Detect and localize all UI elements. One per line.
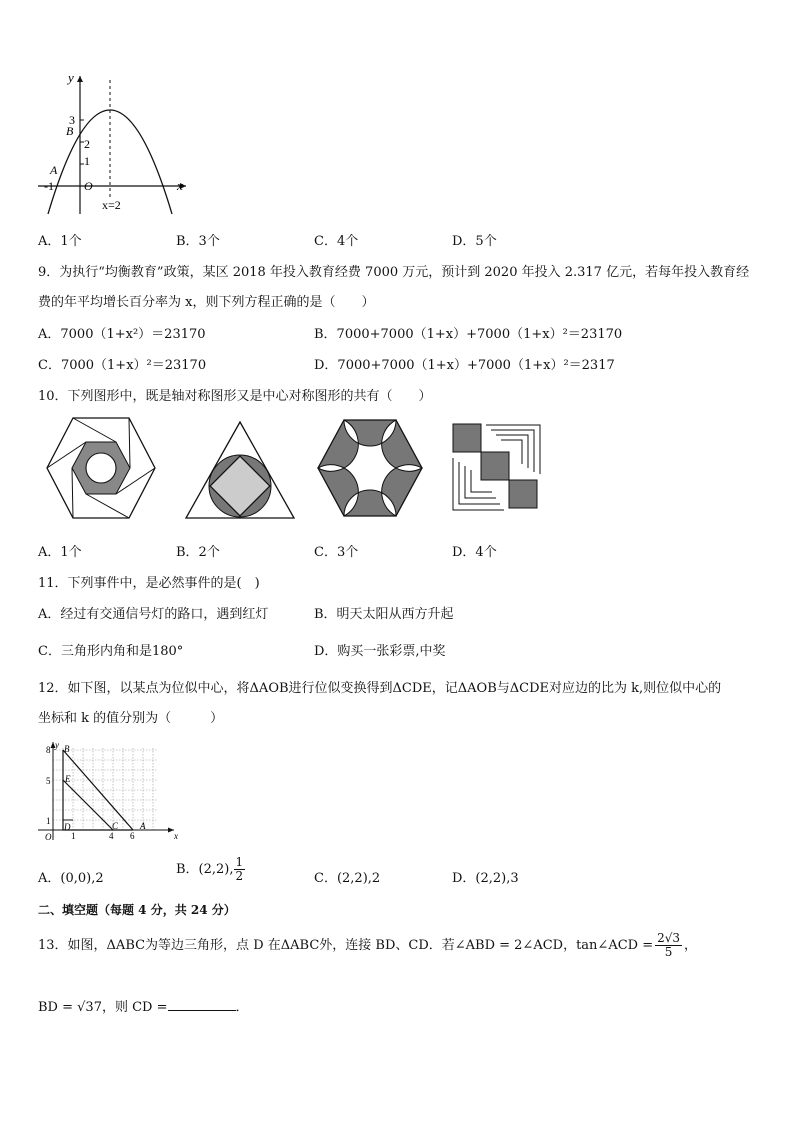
q13-fraction [655, 932, 682, 959]
q12-stem-line2: 坐标和 k 的值分别为（ ） [38, 711, 224, 726]
q11-option-a[interactable]: A．经过有交通信号灯的路口，遇到红灯 [38, 607, 269, 622]
q10-stem: 10．下列图形中，既是轴对称图形又是中心对称图形的共有（ ） [38, 389, 432, 404]
q11-option-b[interactable]: B．明天太阳从西方升起 [314, 607, 454, 622]
q10-option-c[interactable]: C．3个 [314, 545, 359, 560]
q8-axis-line-label: x=2 [102, 198, 121, 212]
q12-x-label: x [174, 831, 178, 841]
q8-option-b[interactable]: B．3个 [176, 234, 220, 249]
q13-fraction-denominator: 5 [664, 945, 673, 959]
q12-tick-1: 1 [46, 816, 51, 826]
q13-line1 [38, 932, 697, 959]
q10-option-d[interactable]: D．4个 [452, 545, 497, 560]
q12-tick-8: 8 [46, 745, 51, 755]
q8-option-c[interactable]: C．4个 [314, 234, 359, 249]
q12-origin: O [45, 832, 52, 842]
q12-option-b-numerator: 1 [235, 855, 244, 869]
q13-fraction-numerator: 2√3 [657, 931, 681, 945]
q11-stem: 11．下列事件中，是必然事件的是( ) [38, 576, 260, 591]
q12-option-b-prefix: B．(2,2), [176, 862, 234, 877]
q13-line1-end: ， [684, 938, 698, 953]
q8-y-label: y [68, 70, 74, 85]
q8-point-A: A [50, 163, 58, 177]
q9-option-d[interactable]: D．7000+7000（1+x）+7000（1+x）²＝2317 [314, 358, 615, 373]
q10-figure-triangle-circle-square [184, 420, 296, 520]
q8-option-a[interactable]: A．1个 [38, 234, 82, 249]
q8-x-label: x [177, 178, 183, 193]
q12-x-tick-4: 4 [109, 831, 114, 841]
q12-option-c[interactable]: C．(2,2),2 [314, 871, 381, 886]
q9-stem-line2: 费的年平均增长百分率为 x，则下列方程正确的是（ ） [38, 295, 375, 310]
q8-tick-2: 2 [84, 137, 90, 151]
q9-option-c[interactable]: C．7000（1+x）²＝23170 [38, 358, 207, 373]
q10-option-a[interactable]: A．1个 [38, 545, 82, 560]
q13-answer-blank[interactable] [168, 998, 236, 1011]
q12-x-tick-6: 6 [130, 831, 135, 841]
q10-figure-hexagon-scallop [316, 418, 424, 518]
q12-point-A: A [140, 821, 146, 831]
q11-option-c[interactable]: C．三角形内角和是180° [38, 644, 184, 659]
q9-option-b[interactable]: B．7000+7000（1+x）+7000（1+x）²＝23170 [314, 327, 623, 342]
section-heading-fill-blank: 二、填空题（每题 4 分，共 24 分） [38, 903, 236, 917]
q12-point-C: C [112, 821, 119, 831]
q11-option-d[interactable]: D．购买一张彩票,中奖 [314, 644, 446, 659]
q8-tick-neg1: -1 [44, 179, 54, 193]
q10-option-b[interactable]: B．2个 [176, 545, 220, 560]
q10-figure-hexagon-pinwheel [46, 416, 156, 520]
q12-option-a[interactable]: A．(0,0),2 [38, 871, 104, 886]
q8-tick-1: 1 [84, 154, 90, 168]
q13-line2-end: ． [235, 1000, 249, 1015]
q12-x-tick-1: 1 [71, 831, 76, 841]
q12-point-B: B [64, 744, 70, 754]
q12-point-E: E [65, 774, 71, 784]
q10-figure-stepped-squares [450, 422, 542, 512]
q12-option-d[interactable]: D．(2,2),3 [452, 871, 519, 886]
q12-stem-line1: 12．如下图，以某点为位似中心，将ΔAOB进行位似变换得到ΔCDE，记ΔAOB与ΔCDE对应边的比为 k,则位似中心的 [38, 681, 722, 696]
q8-parabola-graph [34, 68, 194, 218]
q12-y-label: y [55, 740, 59, 750]
q8-origin: O [84, 179, 93, 193]
q13-line1-text: 13．如图，ΔABC为等边三角形，点 D 在ΔABC外，连接 BD、CD．若∠ABD = 2∠ACD，tan∠ACD = [38, 938, 654, 953]
q12-point-D: D [64, 822, 71, 832]
q8-point-B: B [66, 124, 74, 138]
q8-tick-3: 3 [69, 113, 75, 127]
q12-option-b[interactable] [176, 856, 245, 883]
q12-option-b-denominator: 2 [235, 869, 244, 883]
q13-line2-text: BD = √37，则 CD = [38, 1000, 168, 1015]
q12-grid-graph [34, 738, 182, 844]
q9-stem-line1: 9．为执行“均衡教育”政策，某区 2018 年投入教育经费 7000 万元，预计到 2020 年投入 2.317 亿元，若每年投入教育经 [38, 265, 750, 280]
q13-line2 [38, 996, 249, 1015]
q9-option-a[interactable]: A．7000（1+x²）＝23170 [38, 327, 206, 342]
q12-tick-5: 5 [46, 776, 51, 786]
q8-option-d[interactable]: D．5个 [452, 234, 497, 249]
q12-option-b-fraction [234, 856, 246, 883]
